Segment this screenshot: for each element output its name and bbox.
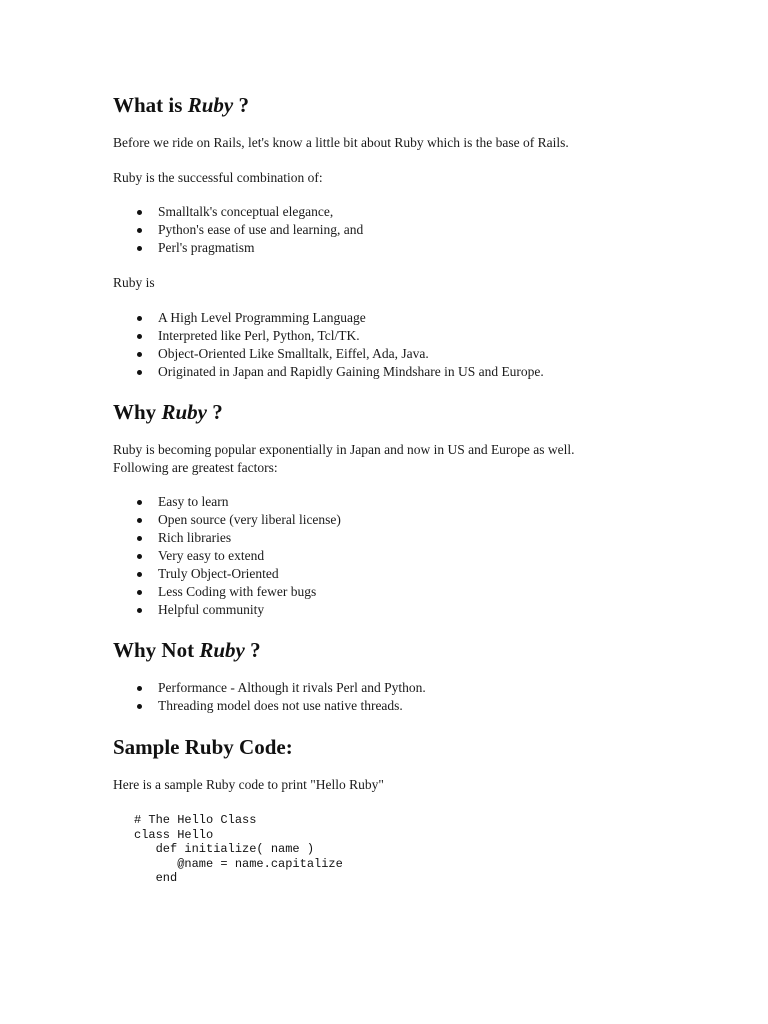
bullet-icon <box>137 608 142 613</box>
bullet-icon <box>137 536 142 541</box>
bullet-icon <box>137 246 142 251</box>
code-line: @name = name.capitalize <box>134 856 343 871</box>
list-item <box>113 697 426 715</box>
heading-text: ? <box>233 93 249 117</box>
why-paragraph-line-1: Ruby is becoming popular exponentially in Japan and now in US and Europe as well. <box>113 442 575 457</box>
sample-intro: Here is a sample Ruby code to print "Hello Ruby" <box>113 777 384 792</box>
list-item <box>113 363 544 381</box>
bullet-icon <box>137 686 142 691</box>
list-item-text: Helpful community <box>158 602 265 617</box>
list-item <box>113 529 341 547</box>
heading-text: Why <box>113 400 162 424</box>
why-list <box>113 493 341 619</box>
bullet-icon <box>137 500 142 505</box>
list-item <box>113 583 341 601</box>
combination-list <box>113 203 363 257</box>
bullet-icon <box>137 334 142 339</box>
heading-what-is-ruby <box>113 92 249 118</box>
list-item-text: Originated in Japan and Rapidly Gaining Mindshare in US and Europe. <box>158 364 544 379</box>
bullet-icon <box>137 370 142 375</box>
list-item <box>113 547 341 565</box>
ruby-is-label: Ruby is <box>113 275 155 290</box>
list-item-text: Smalltalk's conceptual elegance, <box>158 204 334 219</box>
bullet-icon <box>137 316 142 321</box>
list-item-text: Interpreted like Perl, Python, Tcl/TK. <box>158 328 360 343</box>
list-item-text: Open source (very liberal license) <box>158 512 341 527</box>
list-item-text: Truly Object-Oriented <box>158 566 279 581</box>
list-item <box>113 565 341 583</box>
code-line: class Hello <box>134 827 214 842</box>
heading-emphasis: Ruby <box>199 638 245 662</box>
heading-text: ? <box>206 400 223 424</box>
list-item-text: Rich libraries <box>158 530 232 545</box>
why-not-list <box>113 679 426 715</box>
list-item-text: Easy to learn <box>158 494 229 509</box>
combination-label: Ruby is the successful combination of: <box>113 170 323 185</box>
list-item-text: A High Level Programming Language <box>158 310 366 325</box>
heading-why-ruby <box>113 399 223 425</box>
bullet-icon <box>137 554 142 559</box>
list-item-text: Perl's pragmatism <box>158 240 255 255</box>
code-line: end <box>134 871 178 886</box>
intro-paragraph: Before we ride on Rails, let's know a little bit about Ruby which is the base of Rails. <box>113 135 569 150</box>
bullet-icon <box>137 704 142 709</box>
list-item-text: Less Coding with fewer bugs <box>158 584 317 599</box>
list-item-text: Performance - Although it rivals Perl and Python. <box>158 680 426 695</box>
bullet-icon <box>137 352 142 357</box>
code-line: def initialize( name ) <box>134 842 315 857</box>
list-item <box>113 679 426 697</box>
bullet-icon <box>137 572 142 577</box>
list-item <box>113 327 544 345</box>
list-item <box>113 493 341 511</box>
list-item-text: Very easy to extend <box>158 548 265 563</box>
code-block <box>134 813 343 886</box>
list-item-text: Python's ease of use and learning, and <box>158 222 364 237</box>
list-item <box>113 309 544 327</box>
heading-sample-ruby-code: Sample Ruby Code: <box>113 735 293 759</box>
heading-why-not-ruby <box>113 637 261 663</box>
bullet-icon <box>137 518 142 523</box>
bullet-icon <box>137 210 142 215</box>
list-item <box>113 221 363 239</box>
why-paragraph-line-2: Following are greatest factors: <box>113 460 278 475</box>
list-item <box>113 203 363 221</box>
code-line: # The Hello Class <box>134 813 257 827</box>
heading-text: What is <box>113 93 188 117</box>
heading-emphasis: Ruby <box>161 400 207 424</box>
heading-text: Why Not <box>113 638 200 662</box>
bullet-icon <box>137 228 142 233</box>
list-item <box>113 511 341 529</box>
list-item-text: Threading model does not use native threads. <box>158 698 403 713</box>
heading-text: ? <box>244 638 261 662</box>
list-item <box>113 345 544 363</box>
ruby-is-list <box>113 309 544 381</box>
heading-emphasis: Ruby <box>187 93 234 117</box>
list-item <box>113 239 363 257</box>
bullet-icon <box>137 590 142 595</box>
list-item <box>113 601 341 619</box>
list-item-text: Object-Oriented Like Smalltalk, Eiffel, Ada, Java. <box>158 346 429 361</box>
